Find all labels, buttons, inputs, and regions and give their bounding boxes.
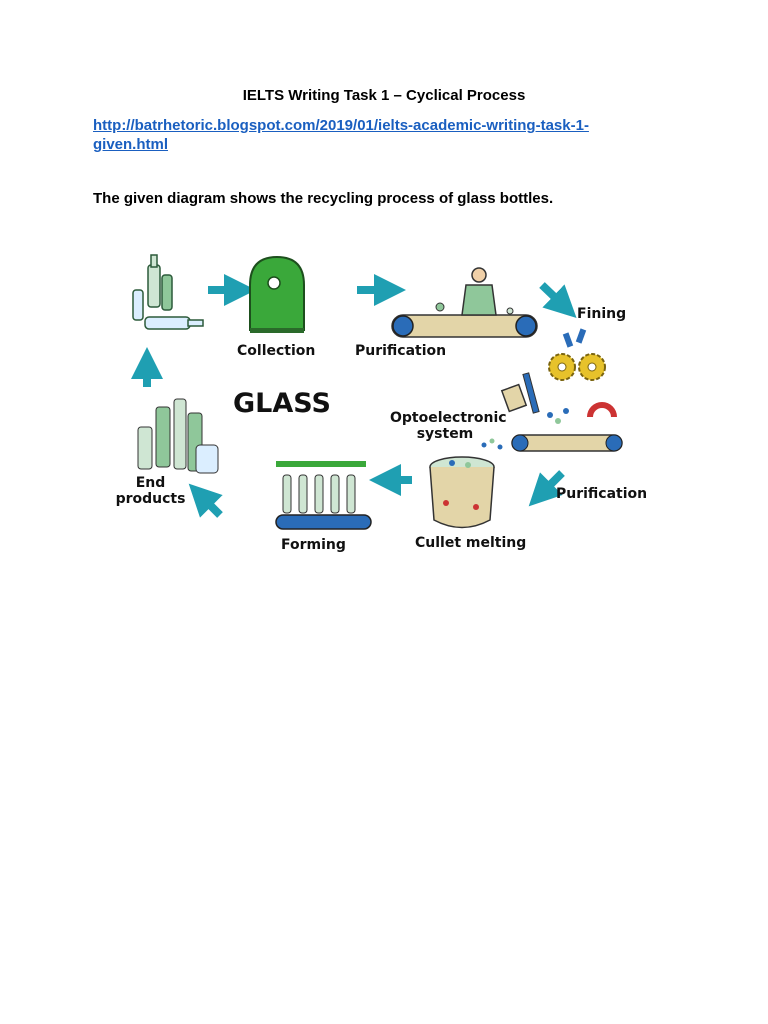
fining-gears-illustration — [549, 328, 605, 380]
arrow-6 — [200, 495, 220, 515]
purification-belt-illustration — [392, 268, 537, 337]
label-cullet-melting: Cullet melting — [415, 535, 527, 551]
cullet-furnace-illustration — [430, 457, 494, 528]
label-fining: Fining — [577, 306, 627, 322]
label-purification-2: Purification — [556, 486, 648, 502]
label-optoelectronic: Optoelectronic system — [390, 410, 507, 442]
glass-recycling-diagram — [100, 245, 660, 565]
arrow-3 — [542, 285, 565, 307]
end-products-illustration — [138, 399, 218, 473]
label-purification-1: Purification — [355, 343, 447, 359]
intro-sentence: The given diagram shows the recycling process of glass bottles. — [93, 190, 554, 207]
label-end-products: End products — [115, 475, 186, 507]
diagram-illustration — [100, 245, 660, 565]
input-bottles-illustration — [133, 255, 203, 329]
forming-belt-illustration — [276, 461, 371, 529]
page-title: IELTS Writing Task 1 – Cyclical Process — [242, 87, 526, 104]
label-forming: Forming — [281, 537, 346, 553]
collection-bin-illustration — [250, 257, 304, 333]
diagram-center-title: GLASS — [233, 388, 331, 419]
label-collection: Collection — [237, 343, 316, 359]
source-link[interactable]: http://batrhetoric.blogspot.com/2019/01/ielts-academic-writing-task-1-given.html — [93, 117, 589, 153]
